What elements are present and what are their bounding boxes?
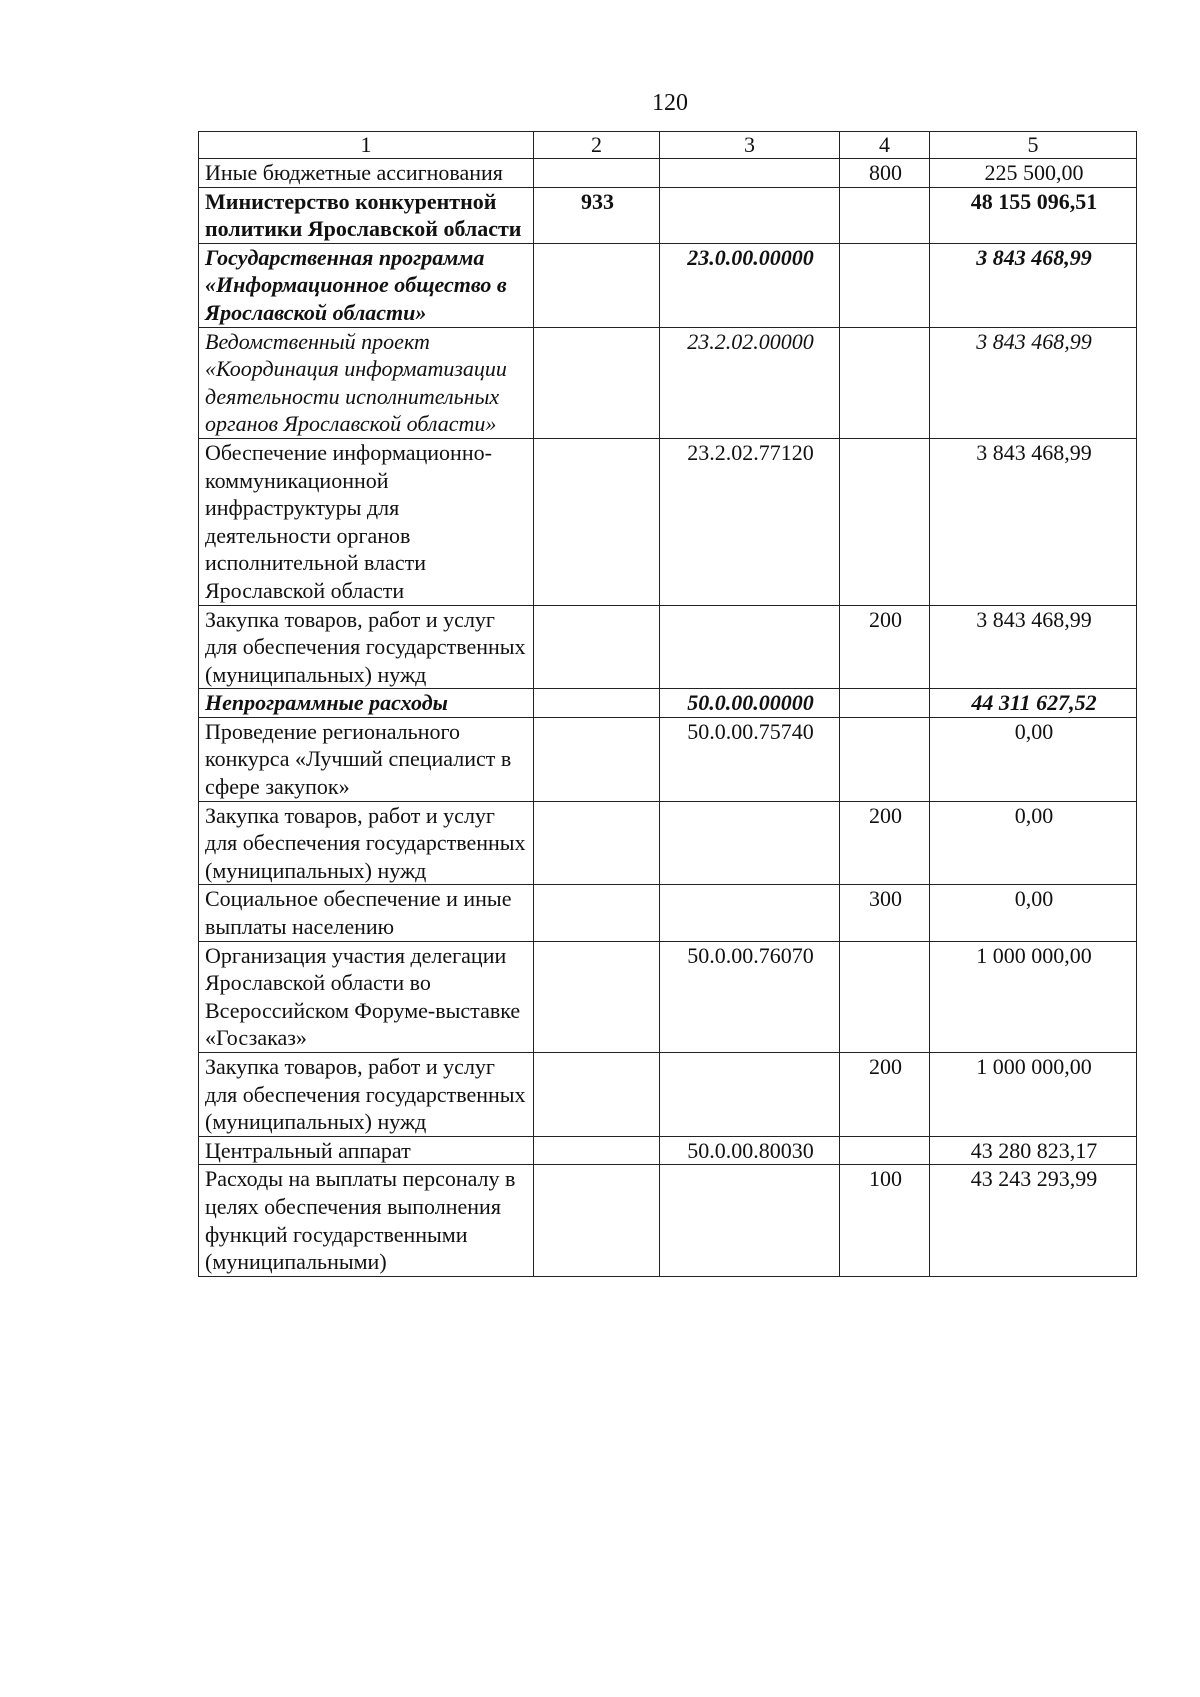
cell-name: Непрограммные расходы	[199, 689, 534, 718]
cell-name: Организация участия делегации Ярославской области во Всероссийском Форуме-выставке «Госзаказ»	[199, 941, 534, 1052]
table-row	[199, 1053, 1137, 1137]
cell-name: Социальное обеспечение и иные выплаты населению	[199, 885, 534, 941]
table-row	[199, 885, 1137, 941]
cell-sum: 3 843 468,99	[930, 438, 1137, 605]
cell-kind: 300	[840, 885, 930, 941]
cell-dept	[534, 941, 660, 1052]
header-cell-dept: 2	[534, 132, 660, 159]
cell-name: Закупка товаров, работ и услуг для обеспечения государственных (муниципальных) нужд	[199, 605, 534, 689]
cell-program: 50.0.00.80030	[660, 1136, 840, 1165]
header-cell-sum: 5	[930, 132, 1137, 159]
cell-name: Проведение регионального конкурса «Лучший специалист в сфере закупок»	[199, 717, 534, 801]
cell-dept	[534, 1053, 660, 1137]
budget-table	[198, 131, 1137, 1277]
cell-kind	[840, 689, 930, 718]
cell-kind	[840, 717, 930, 801]
table-row	[199, 801, 1137, 885]
cell-kind: 800	[840, 159, 930, 188]
cell-kind	[840, 941, 930, 1052]
cell-sum: 3 843 468,99	[930, 243, 1137, 327]
header-row	[199, 132, 1137, 159]
cell-dept	[534, 1165, 660, 1276]
cell-sum: 3 843 468,99	[930, 605, 1137, 689]
cell-name: Центральный аппарат	[199, 1136, 534, 1165]
cell-name: Обеспечение информационно-коммуникационной инфраструктуры для деятельности органов исполнительной власти Ярославской области	[199, 438, 534, 605]
cell-program	[660, 801, 840, 885]
table-row	[199, 717, 1137, 801]
cell-program: 50.0.00.00000	[660, 689, 840, 718]
cell-kind	[840, 1136, 930, 1165]
cell-kind: 200	[840, 1053, 930, 1137]
cell-name: Ведомственный проект «Координация информатизации деятельности исполнительных органов Ярославской области»	[199, 327, 534, 438]
cell-name: Закупка товаров, работ и услуг для обеспечения государственных (муниципальных) нужд	[199, 801, 534, 885]
header-cell-kind: 4	[840, 132, 930, 159]
cell-dept	[534, 885, 660, 941]
cell-name: Закупка товаров, работ и услуг для обеспечения государственных (муниципальных) нужд	[199, 1053, 534, 1137]
cell-program: 23.2.02.77120	[660, 438, 840, 605]
cell-sum: 1 000 000,00	[930, 1053, 1137, 1137]
cell-name: Расходы на выплаты персоналу в целях обеспечения выполнения функций государственными (муниципальными)	[199, 1165, 534, 1276]
cell-dept	[534, 159, 660, 188]
cell-program	[660, 605, 840, 689]
cell-dept	[534, 327, 660, 438]
table-row	[199, 327, 1137, 438]
cell-program: 23.2.02.00000	[660, 327, 840, 438]
cell-program	[660, 159, 840, 188]
cell-name: Иные бюджетные ассигнования	[199, 159, 534, 188]
cell-dept	[534, 243, 660, 327]
table-row	[199, 159, 1137, 188]
cell-kind	[840, 438, 930, 605]
cell-dept	[534, 689, 660, 718]
table-row	[199, 1136, 1137, 1165]
cell-kind	[840, 243, 930, 327]
cell-program	[660, 1053, 840, 1137]
table-header	[199, 132, 1137, 159]
cell-dept	[534, 1136, 660, 1165]
cell-dept	[534, 801, 660, 885]
cell-dept: 933	[534, 187, 660, 243]
cell-kind: 200	[840, 605, 930, 689]
table-row	[199, 438, 1137, 605]
cell-sum: 1 000 000,00	[930, 941, 1137, 1052]
cell-program	[660, 885, 840, 941]
cell-program	[660, 187, 840, 243]
cell-kind: 100	[840, 1165, 930, 1276]
cell-program	[660, 1165, 840, 1276]
cell-dept	[534, 605, 660, 689]
cell-sum: 3 843 468,99	[930, 327, 1137, 438]
cell-kind	[840, 187, 930, 243]
table-row	[199, 243, 1137, 327]
header-cell-name: 1	[199, 132, 534, 159]
header-cell-program: 3	[660, 132, 840, 159]
cell-sum: 225 500,00	[930, 159, 1137, 188]
cell-program: 23.0.00.00000	[660, 243, 840, 327]
cell-sum: 0,00	[930, 801, 1137, 885]
cell-name: Министерство конкурентной политики Ярославской области	[199, 187, 534, 243]
cell-sum: 43 243 293,99	[930, 1165, 1137, 1276]
cell-sum: 0,00	[930, 717, 1137, 801]
cell-dept	[534, 438, 660, 605]
table-body	[199, 159, 1137, 1277]
cell-sum: 44 311 627,52	[930, 689, 1137, 718]
cell-program: 50.0.00.75740	[660, 717, 840, 801]
cell-dept	[534, 717, 660, 801]
cell-program: 50.0.00.76070	[660, 941, 840, 1052]
cell-kind: 200	[840, 801, 930, 885]
cell-sum: 43 280 823,17	[930, 1136, 1137, 1165]
cell-sum: 0,00	[930, 885, 1137, 941]
cell-name: Государственная программа «Информационное общество в Ярославской области»	[199, 243, 534, 327]
table-row	[199, 1165, 1137, 1276]
page-number: 120	[652, 90, 688, 116]
cell-kind	[840, 327, 930, 438]
table-row	[199, 689, 1137, 718]
cell-sum: 48 155 096,51	[930, 187, 1137, 243]
table-row	[199, 941, 1137, 1052]
table-row	[199, 605, 1137, 689]
table-row	[199, 187, 1137, 243]
